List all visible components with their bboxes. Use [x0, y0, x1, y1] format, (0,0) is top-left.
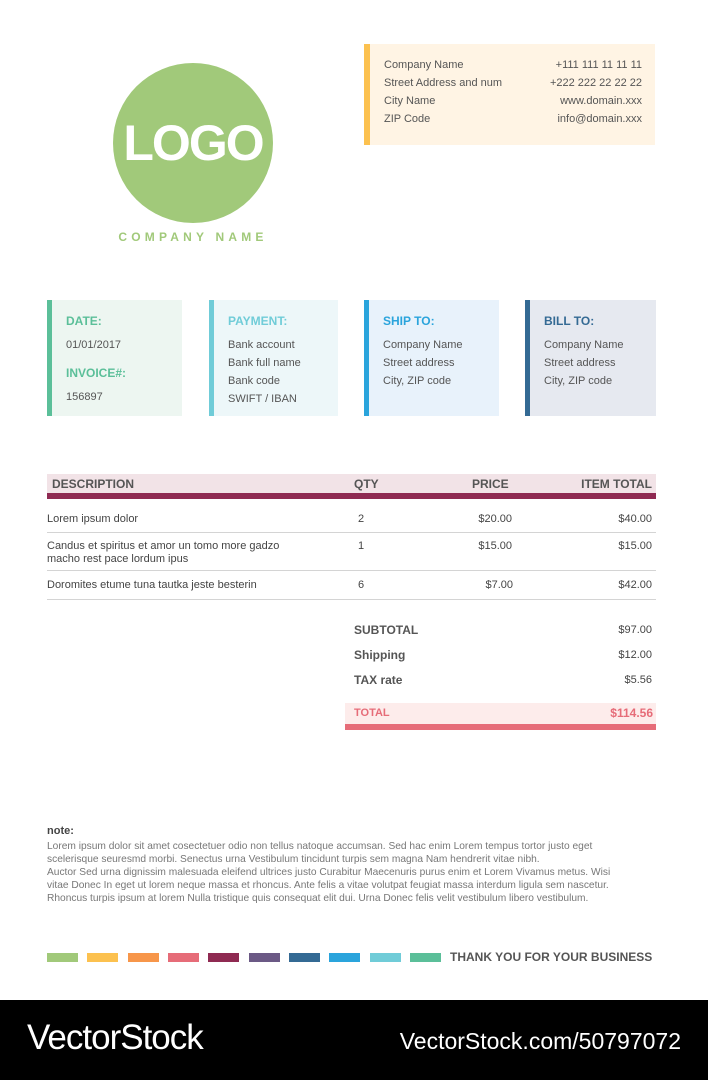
- subtotal-value: $97.00: [618, 624, 652, 636]
- row-total: $15.00: [618, 540, 652, 552]
- table-row: [47, 532, 656, 571]
- note-title: note:: [47, 825, 74, 837]
- shipping-value: $12.00: [618, 649, 652, 661]
- contact-phone: +111 111 11 11 11: [555, 59, 642, 71]
- row-qty: 2: [358, 513, 365, 525]
- header-price: PRICE: [472, 477, 509, 491]
- tax-value: $5.56: [624, 674, 652, 686]
- note-line: Lorem ipsum dolor sit amet cosectetuer odio non tellus natoque accumsan. Sed hac enim Lorem tempus tortor justo eget: [47, 841, 593, 852]
- payment-title: PAYMENT:: [228, 314, 288, 328]
- bill-to-title: BILL TO:: [544, 314, 595, 328]
- watermark-footer: [0, 1000, 708, 1080]
- note-line: Rhoncus turpis ipsum at lorem Nulla tristique quis consequat elit dui. Urna Donec felis velit vestibulum libero vestibulum.: [47, 893, 589, 905]
- row-description-line2: macho rest pace lordum ipus: [47, 553, 189, 565]
- row-price: $20.00: [478, 513, 512, 525]
- header-item-total: ITEM TOTAL: [581, 477, 652, 491]
- payment-line: Bank account: [228, 339, 295, 351]
- bill-to-line: City, ZIP code: [544, 375, 613, 387]
- subtotal-label: SUBTOTAL: [354, 623, 419, 637]
- bill-to-line: Company Name: [544, 339, 624, 351]
- note-line: scelerisque seuresmd morbi. Senectus urna Vestibulum tincidunt turpis sem magna Nam hendrerit vitae nibh.: [47, 854, 540, 866]
- total-underline: [345, 724, 656, 730]
- note-line: vitae Donec In eget ut lorem neque massa et rhoncus. Ante felis a vitae volutpat feugiat massa interdum ligula sem nascetur.: [47, 880, 609, 892]
- invoice-title: INVOICE#:: [66, 366, 127, 380]
- color-swatch: [47, 953, 78, 962]
- color-swatch: [128, 953, 159, 962]
- ship-to-line: Street address: [383, 357, 455, 369]
- contact-website: www.domain.xxx: [560, 95, 642, 107]
- payment-line: Bank code: [228, 375, 280, 387]
- contact-box: [364, 44, 655, 145]
- color-swatch: [410, 953, 441, 962]
- ship-to-title: SHIP TO:: [383, 314, 435, 328]
- row-price: $15.00: [478, 540, 512, 552]
- table-header-underline: [47, 493, 656, 499]
- table-row: [47, 570, 656, 600]
- footer-url: VectorStock.com/50797072: [399, 1028, 681, 1054]
- color-swatch: [370, 953, 401, 962]
- logo-text: LOGO: [123, 115, 263, 171]
- ship-to-box: [364, 300, 499, 416]
- date-title: DATE:: [66, 314, 102, 328]
- contact-line: Company Name: [384, 59, 464, 71]
- contact-line: City Name: [384, 95, 436, 107]
- payment-box: [209, 300, 338, 416]
- color-swatch: [329, 953, 360, 962]
- table-row: [47, 511, 656, 533]
- color-swatch: [289, 953, 320, 962]
- items-table-header: [47, 474, 656, 493]
- bill-to-line: Street address: [544, 357, 616, 369]
- row-description: Candus et spiritus et amor un tomo more gadzo: [47, 540, 280, 552]
- row-qty: 6: [358, 579, 365, 591]
- note-text: [47, 840, 657, 905]
- shipping-label: Shipping: [354, 648, 406, 662]
- total-value: $114.56: [610, 706, 653, 720]
- total-row: [345, 703, 656, 724]
- total-label: TOTAL: [354, 707, 390, 719]
- bill-to-box: [525, 300, 656, 416]
- payment-line: Bank full name: [228, 357, 301, 369]
- header-qty: QTY: [354, 477, 379, 491]
- date-value: 01/01/2017: [66, 339, 122, 351]
- payment-line: SWIFT / IBAN: [228, 393, 297, 405]
- contact-address: [384, 56, 502, 128]
- color-swatch: [249, 953, 280, 962]
- contact-details: [550, 56, 642, 128]
- contact-line: ZIP Code: [384, 113, 431, 125]
- ship-to-line: Company Name: [383, 339, 463, 351]
- row-total: $40.00: [618, 513, 652, 525]
- date-invoice-box: [47, 300, 182, 416]
- company-name-label: COMPANY NAME: [118, 230, 268, 244]
- color-swatch: [168, 953, 199, 962]
- row-price: $7.00: [485, 579, 513, 591]
- ship-to-line: City, ZIP code: [383, 375, 452, 387]
- row-description: Lorem ipsum dolor: [47, 513, 139, 525]
- tax-label: TAX rate: [354, 673, 403, 687]
- color-swatch: [208, 953, 239, 962]
- logo: [113, 63, 273, 223]
- note-line: Auctor Sed urna dignissim malesuada eleifend ultrices justo Curabitur Maecenuris purus enim et Lorem Vivamus metus. Wisi: [47, 867, 611, 879]
- contact-line: Street Address and num: [384, 77, 503, 89]
- contact-phone: +222 222 22 22 22: [549, 77, 642, 89]
- color-swatch: [87, 953, 118, 962]
- row-description: Doromites etume tuna tautka jeste besterin: [47, 579, 257, 591]
- header-description: DESCRIPTION: [52, 477, 135, 491]
- invoice-value: 156897: [66, 391, 103, 403]
- row-total: $42.00: [618, 579, 652, 591]
- thank-you-message: THANK YOU FOR YOUR BUSINESS: [450, 950, 653, 964]
- contact-email: info@domain.xxx: [557, 113, 642, 125]
- footer-brand: VectorStock: [27, 1018, 203, 1057]
- row-qty: 1: [358, 540, 365, 552]
